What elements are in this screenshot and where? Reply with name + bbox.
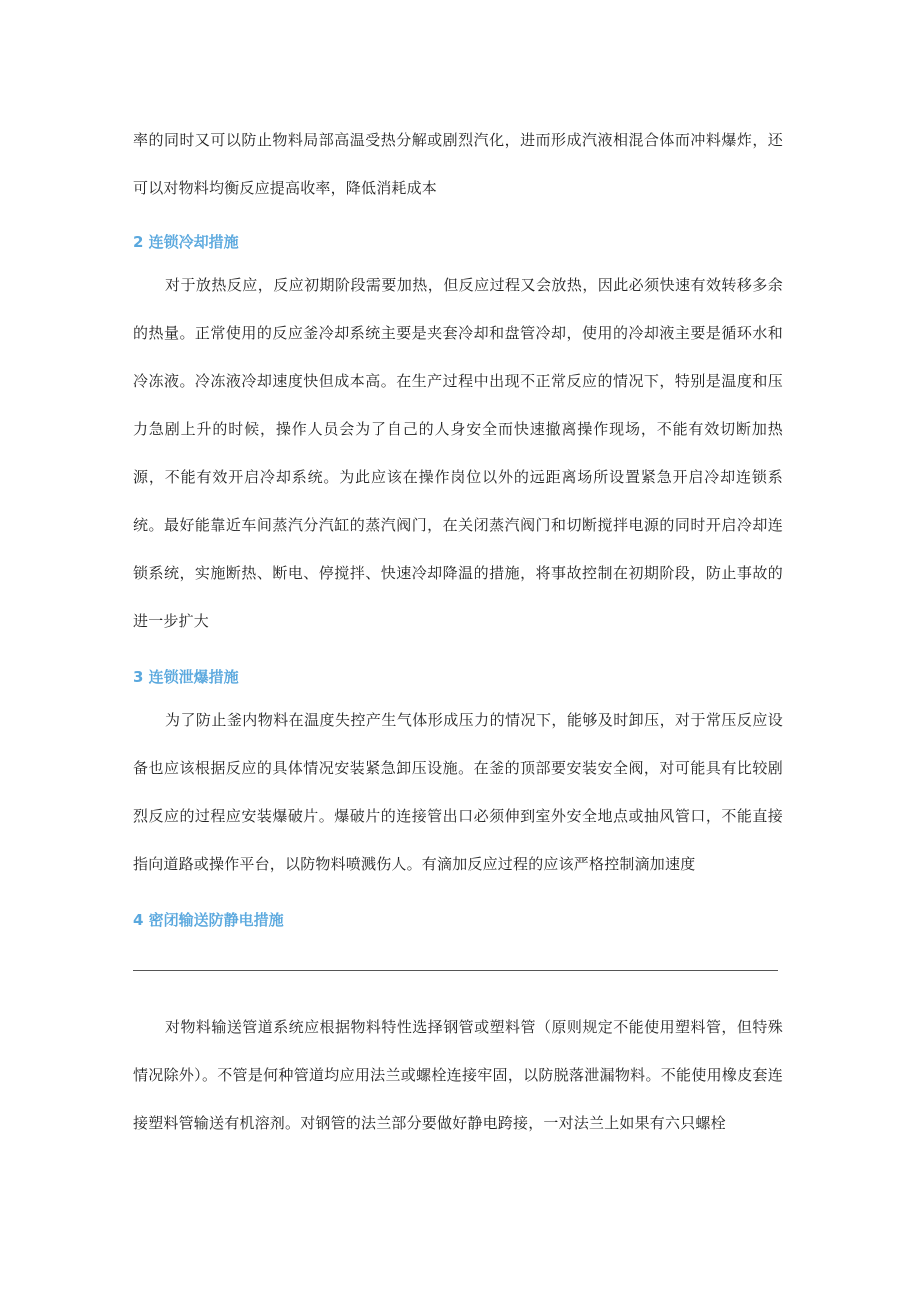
paragraph-pressure-relief: 为了防止釜内物料在温度失控产生气体形成压力的情况下，能够及时卸压，对于常压反应设备也应该根据反应的具体情况安装紧急卸压设施。在釜的顶部要安装安全阀，对可能具有比较剧烈反应的过程应安装爆破片。爆破片的连接管出口必须伸到室外安全地点或抽风管口，不能直接指向道路或操作平台，以防物料喷溅伤人。有滴加反应过程的应该严格控制滴加速度	[133, 711, 783, 873]
heading-section-4: 4 密闭输送防静电措施	[133, 911, 284, 929]
paragraph-intro-continuation: 率的同时又可以防止物料局部高温受热分解或剧烈汽化，进而形成汽液相混合体而冲料爆炸，还可以对物料均衡反应提高收率，降低消耗成本	[133, 131, 783, 197]
page-divider	[133, 970, 778, 971]
paragraph-cooling: 对于放热反应，反应初期阶段需要加热，但反应过程又会放热，因此必须快速有效转移多余的热量。正常使用的反应釜冷却系统主要是夹套冷却和盘管冷却，使用的冷却液主要是循环水和冷冻液。冷冻液冷却速度快但成本高。在生产过程中出现不正常反应的情况下，特别是温度和压力急剧上升的时候，操作人员会为了自己的人身安全而快速撤离操作现场，不能有效切断加热源，不能有效开启冷却系统。为此应该在操作岗位以外的远距离场所设置紧急开启冷却连锁系统。最好能靠近车间蒸汽分汽缸的蒸汽阀门，在关闭蒸汽阀门和切断搅拌电源的同时开启冷却连锁系统，实施断热、断电、停搅拌、快速冷却降温的措施，将事故控制在初期阶段，防止事故的进一步扩大	[133, 276, 783, 630]
heading-section-3: 3 连锁泄爆措施	[133, 668, 239, 686]
paragraph-static: 对物料输送管道系统应根据物料特性选择钢管或塑料管（原则规定不能使用塑料管，但特殊情况除外）。不管是何种管道均应用法兰或螺栓连接牢固，以防脱落泄漏物料。不能使用橡皮套连接塑料管输送有机溶剂。对钢管的法兰部分要做好静电跨接，一对法兰上如果有六只螺栓	[133, 1018, 783, 1132]
heading-section-2: 2 连锁冷却措施	[133, 233, 239, 251]
